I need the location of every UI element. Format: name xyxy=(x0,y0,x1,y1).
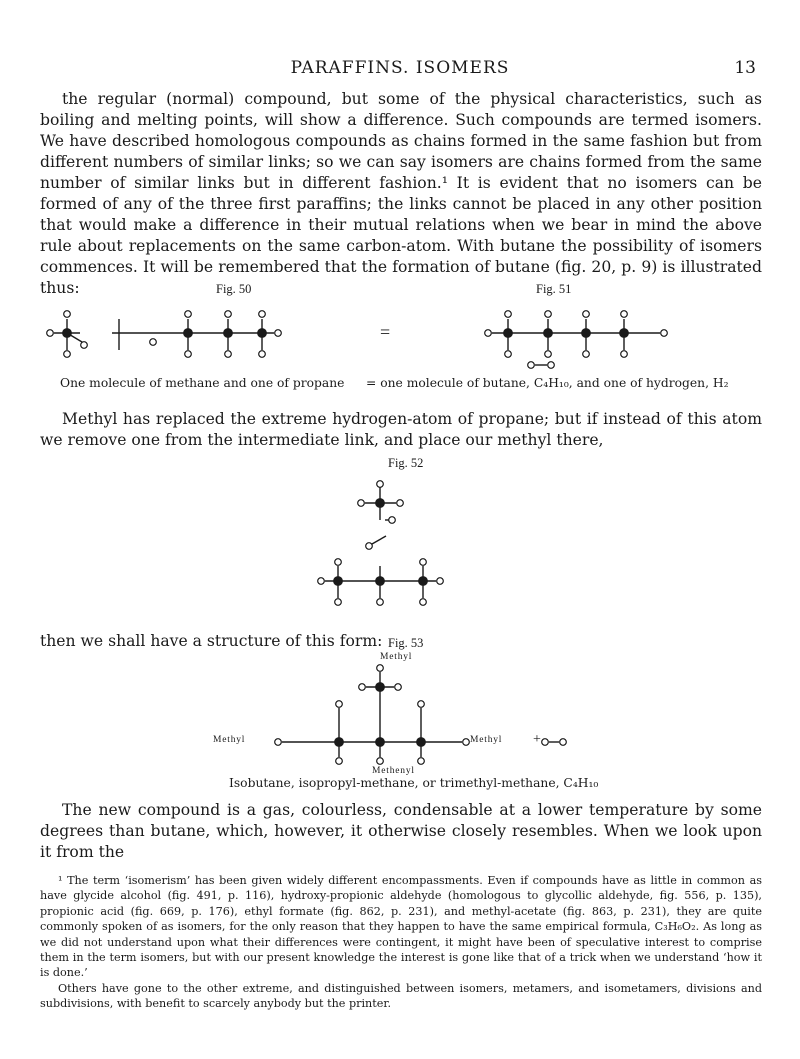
butane-molecule xyxy=(485,311,668,369)
figure-51-label: Fig. 51 xyxy=(536,282,572,296)
paragraph-text: then we shall have a structure of this form: xyxy=(40,632,383,650)
isobutane-molecule xyxy=(275,665,567,765)
figure-52-label: Fig. 52 xyxy=(388,456,424,470)
paragraph-text: The new compound is a gas, colourless, condensable at a lower temperature by some degrees than butane, which, however, it otherwise closely resembles. When we look upon it from the xyxy=(40,801,762,861)
figure-53-label: Fig. 53 xyxy=(388,636,424,650)
figure-50-caption: One molecule of methane and one of propane xyxy=(60,376,345,390)
figure-50-label: Fig. 50 xyxy=(216,282,252,296)
methyl-top-label: Methyl xyxy=(380,652,413,662)
footnote: Others have gone to the other extreme, and distinguished between isomers, metamers, and isometamers, divisions and subdivisions, with benefit to scarcely anybody but the printer. xyxy=(40,981,762,1011)
paragraph-text: Methyl has replaced the extreme hydrogen-atom of propane; but if instead of this atom we remove one from the intermediate link, and place our methyl there, xyxy=(40,410,762,449)
methyl-group xyxy=(358,481,404,550)
methenyl-label: Methenyl xyxy=(372,766,415,776)
plus-sign: + xyxy=(533,732,541,747)
paragraph-text: the regular (normal) compound, but some of the physical characteristics, such as boiling and melting points, will show a difference. Such compounds are termed isomers. We have described homologous compounds as chains formed in the same fashion but from different numbers of similar links; so we can say isomers are chains formed from the same number of similar links but in different fashion.¹ It is evident that no isomers can be formed of any of the three first paraffins; the links cannot be placed in any other position that would make a difference in their mutual relations when we bear in mind the above rule about replacements on the same carbon-atom. With butane the possibility of isomers commences. It will be remembered that the formation of butane (fig. 20, p. 9) is illustrated thus: xyxy=(40,90,762,297)
methyl-right-label: Methyl xyxy=(470,735,503,745)
footnote: ¹ The term ‘isomerism’ has been given widely different encompassments. Even if compounds have as little in common as have glycide alcohol (fig. 491, p. 116), hydroxy-propionic aldehyde (homologous to glycollic aldehyde, fig. 556, p. 135), propionic acid (fig. 669, p. 176), ethyl formate (fig. 862, p. 231), and methyl-acetate (fig. 863, p. 231), they are quite commonly spoken of as isomers, for the only reason that they happen to have the same empirical formula, C₃H₆O₂. As long as we did not understand upon what their differences were contingent, it might have been of speculative interest to comprise them in the term isomers, but with our present knowledge the interest is gone like that of a trick when we understand ‘how it is done.’ xyxy=(40,874,762,980)
propane-molecule xyxy=(112,311,281,358)
figure-53-caption: Isobutane, isopropyl-methane, or trimethyl-methane, C₄H₁₀ xyxy=(229,776,599,790)
running-title: PARAFFINS. ISOMERS xyxy=(290,58,510,78)
page-number: 13 xyxy=(734,58,756,78)
methyl-left-label: Methyl xyxy=(213,735,246,745)
methane-molecule xyxy=(47,311,88,358)
propane-molecule-fig52 xyxy=(318,559,444,606)
figure-51-caption: = one molecule of butane, C₄H₁₀, and one of hydrogen, H₂ xyxy=(366,376,729,390)
equals-sign: = xyxy=(380,322,391,342)
